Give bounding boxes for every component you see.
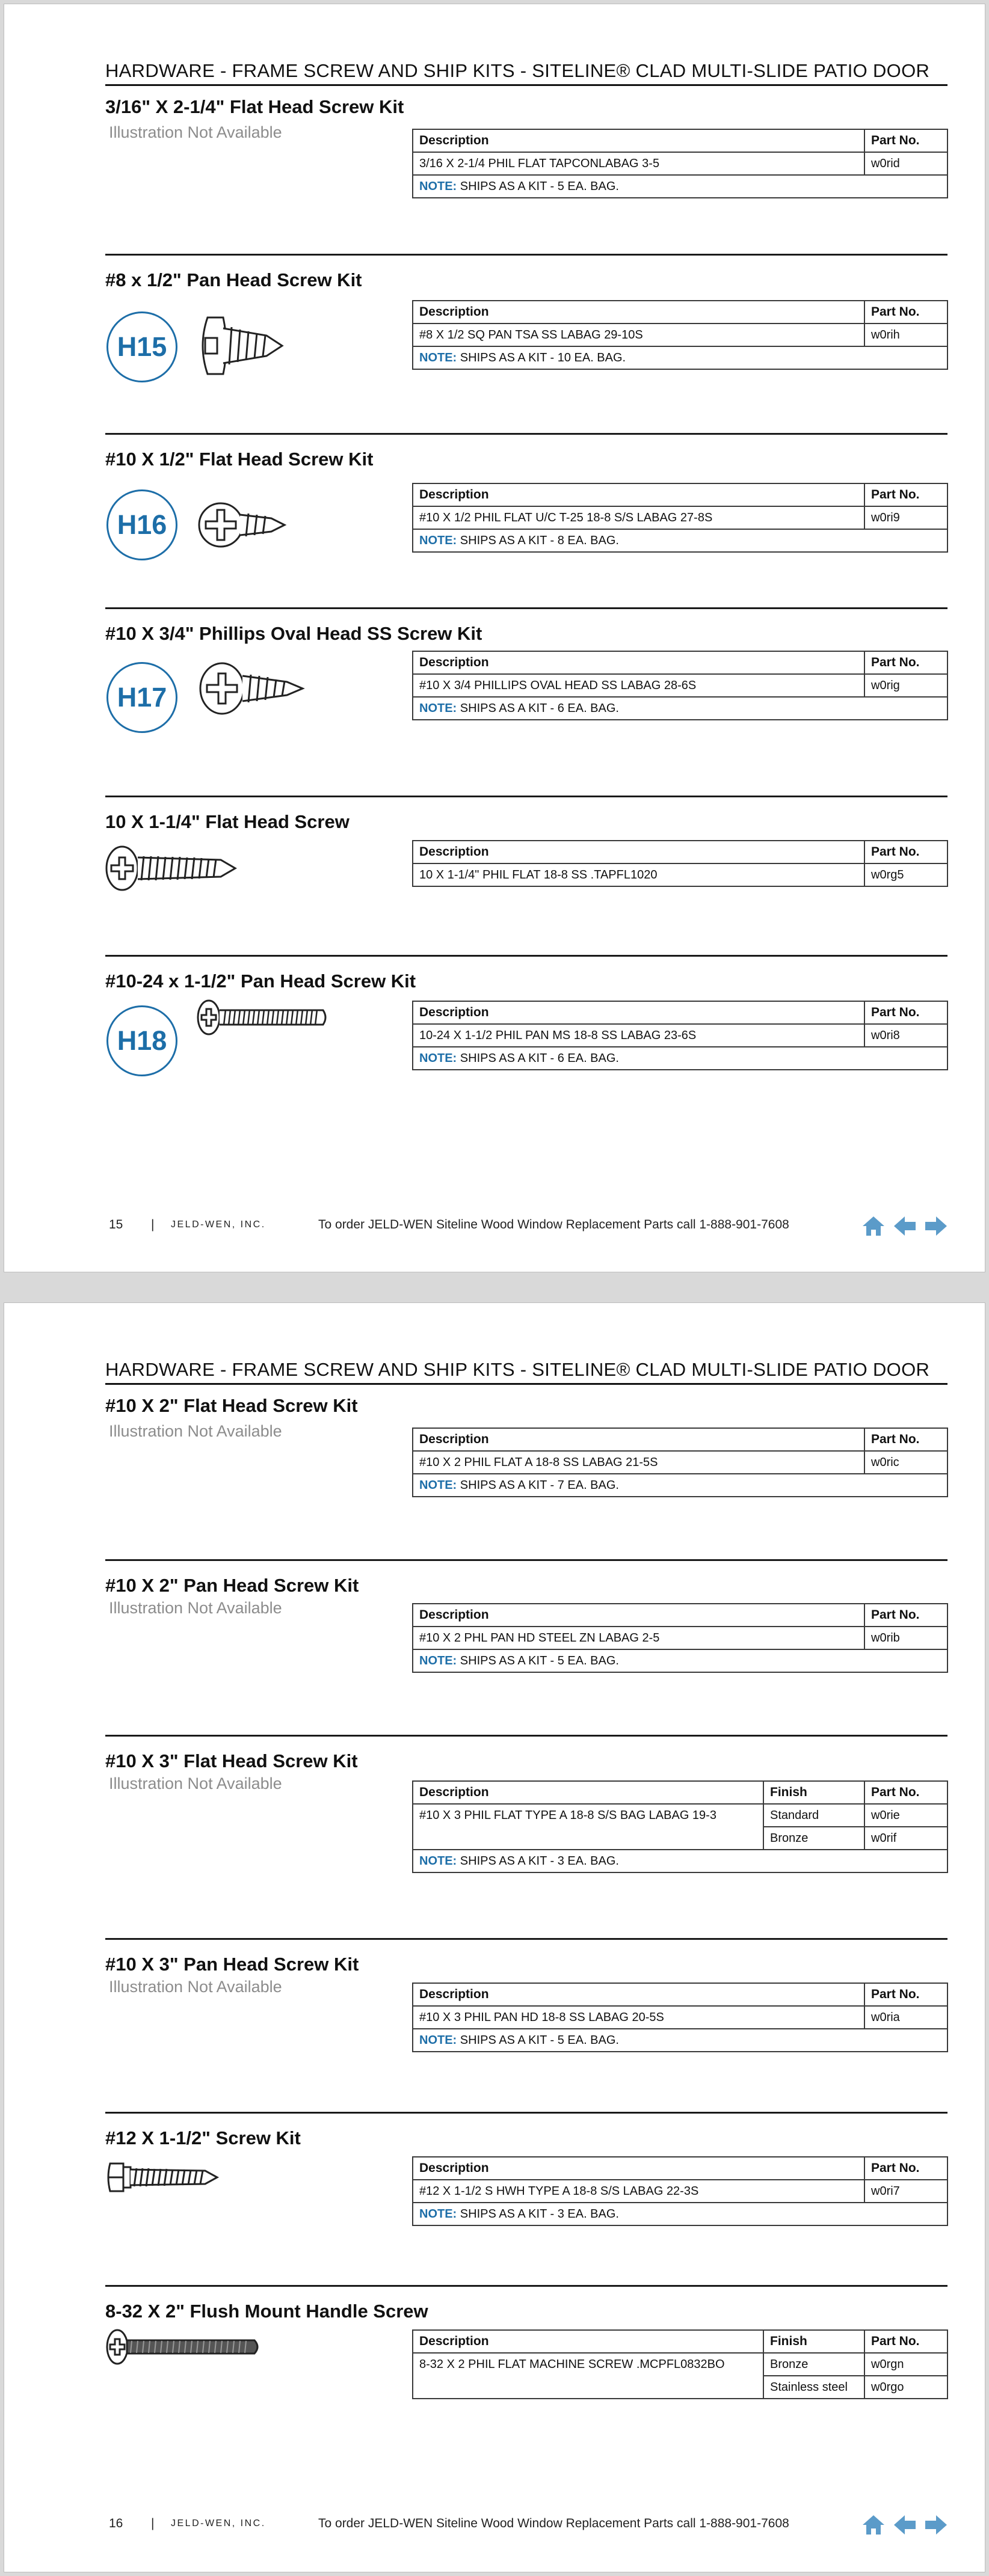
finish-header: Finish <box>763 2330 864 2353</box>
table-row <box>413 152 947 175</box>
note-text: SHIPS AS A KIT - 6 EA. BAG. <box>460 1051 619 1065</box>
description-header: Description <box>413 1604 864 1627</box>
section-rule <box>105 2112 947 2114</box>
part-no-cell: w0ri9 <box>864 506 947 529</box>
arrow-right-icon <box>924 2514 948 2536</box>
table-row <box>413 1627 947 1649</box>
description-cell: #12 X 1-1/2 S HWH TYPE A 18-8 S/S LABAG 22-3S <box>413 2180 864 2203</box>
note-label: NOTE: <box>419 1854 457 1868</box>
section-pan-head-10-24 <box>105 955 947 1065</box>
table-row <box>413 1804 947 1827</box>
arrow-left-icon <box>893 1215 917 1237</box>
part-badge-h17: H17 <box>106 662 177 733</box>
table-row <box>413 863 947 886</box>
part-badge-h16: H16 <box>106 489 177 560</box>
section-pan-head-8 <box>105 254 947 364</box>
description-cell: #10 X 2 PHL PAN HD STEEL ZN LABAG 2-5 <box>413 1627 864 1649</box>
home-button[interactable] <box>860 2513 887 2537</box>
note-text: SHIPS AS A KIT - 5 EA. BAG. <box>460 1654 619 1667</box>
part-no-cell: w0rib <box>864 1627 947 1649</box>
note-row <box>413 529 947 552</box>
section-title: 8-32 X 2" Flush Mount Handle Screw <box>105 2301 428 2322</box>
title-rule <box>105 84 947 86</box>
previous-page-button[interactable] <box>891 2513 919 2537</box>
note-text: SHIPS AS A KIT - 6 EA. BAG. <box>460 701 619 715</box>
section-title: #10 X 3" Flat Head Screw Kit <box>105 1750 358 1771</box>
section-title: #10 X 2" Pan Head Screw Kit <box>105 1575 359 1596</box>
parts-table <box>412 483 948 553</box>
part-no-header: Part No. <box>864 1604 947 1627</box>
finish-cell: Stainless steel <box>763 2376 864 2399</box>
company-name: JELD-WEN, INC. <box>171 2518 266 2528</box>
note-row <box>413 2203 947 2225</box>
part-no-cell: w0rgo <box>864 2376 947 2399</box>
phillips-flat-machine-screw-icon <box>105 2328 262 2366</box>
page-header <box>105 60 947 86</box>
section-title: #10 X 3" Pan Head Screw Kit <box>105 1954 359 1975</box>
part-no-header: Part No. <box>864 2157 947 2180</box>
description-cell: #8 X 1/2 SQ PAN TSA SS LABAG 29-10S <box>413 324 864 346</box>
note-text: SHIPS AS A KIT - 3 EA. BAG. <box>460 1854 619 1868</box>
description-cell-continued <box>413 2376 763 2399</box>
note-label: NOTE: <box>419 2033 457 2047</box>
section-title: #10 X 2" Flat Head Screw Kit <box>105 1395 358 1416</box>
page-number: 16 <box>109 2516 123 2530</box>
part-no-cell: w0rih <box>864 324 947 346</box>
section-flat-head-3-16 <box>105 96 947 193</box>
description-cell: 8-32 X 2 PHIL FLAT MACHINE SCREW .MCPFL0832BO <box>413 2353 763 2376</box>
table-row <box>413 2353 947 2376</box>
finish-cell: Standard <box>763 1804 864 1827</box>
part-no-header: Part No. <box>864 841 947 863</box>
part-no-cell: w0rig <box>864 674 947 697</box>
note-label: NOTE: <box>419 1478 457 1492</box>
note-text: SHIPS AS A KIT - 10 EA. BAG. <box>460 351 626 364</box>
part-no-header: Part No. <box>864 1001 947 1024</box>
description-header: Description <box>413 841 864 863</box>
note-text: SHIPS AS A KIT - 7 EA. BAG. <box>460 1478 619 1492</box>
page-navigation <box>860 2513 950 2537</box>
table-row <box>413 2376 947 2399</box>
illustration-not-available: Illustration Not Available <box>109 1422 282 1440</box>
parts-table <box>412 300 948 370</box>
description-cell: #10 X 3 PHIL PAN HD 18-8 SS LABAG 20-5S <box>413 2006 864 2029</box>
table-row <box>413 324 947 346</box>
section-flush-mount-handle-screw <box>105 2285 947 2394</box>
description-header: Description <box>413 1001 864 1024</box>
part-no-header: Part No. <box>864 1781 947 1804</box>
description-header: Description <box>413 129 864 152</box>
description-cell-continued <box>413 1827 763 1850</box>
title-rule <box>105 1383 947 1385</box>
note-row <box>413 346 947 369</box>
part-no-header: Part No. <box>864 2330 947 2353</box>
section-rule <box>105 955 947 957</box>
company-name: JELD-WEN, INC. <box>171 1219 266 1230</box>
finish-cell: Bronze <box>763 1827 864 1850</box>
part-no-cell: w0rie <box>864 1804 947 1827</box>
description-cell: 3/16 X 2-1/4 PHIL FLAT TAPCONLABAG 3-5 <box>413 152 864 175</box>
note-text: SHIPS AS A KIT - 5 EA. BAG. <box>460 2033 619 2047</box>
section-rule <box>105 1938 947 1940</box>
description-cell: #10 X 2 PHIL FLAT A 18-8 SS LABAG 21-5S <box>413 1451 864 1474</box>
parts-table <box>412 1780 948 1873</box>
section-title: 10 X 1-1/4" Flat Head Screw <box>105 811 350 832</box>
part-no-cell: w0ria <box>864 2006 947 2029</box>
section-rule <box>105 1559 947 1561</box>
note-label: NOTE: <box>419 1051 457 1065</box>
section-title: #10 X 3/4" Phillips Oval Head SS Screw Kit <box>105 623 482 644</box>
part-no-header: Part No. <box>864 483 947 506</box>
phillips-flat-head-long-screw-icon <box>105 843 238 894</box>
page-title: HARDWARE - FRAME SCREW AND SHIP KITS - SITELINE® CLAD MULTI-SLIDE PATIO DOOR <box>105 60 930 81</box>
previous-page-button[interactable] <box>891 1214 919 1238</box>
section-flat-head-10-2 <box>105 1394 947 1492</box>
note-row <box>413 175 947 198</box>
description-cell: 10-24 X 1-1/2 PHIL PAN MS 18-8 SS LABAG 23-6S <box>413 1024 864 1047</box>
section-rule <box>105 607 947 609</box>
description-header: Description <box>413 2157 864 2180</box>
part-no-cell: w0ric <box>864 1451 947 1474</box>
phillips-pan-head-machine-screw-icon <box>196 998 329 1037</box>
footer-separator: | <box>151 1218 155 1231</box>
note-row <box>413 1850 947 1872</box>
section-flat-head-10-half <box>105 433 947 547</box>
section-rule <box>105 1735 947 1737</box>
illustration-not-available: Illustration Not Available <box>109 1978 282 1996</box>
description-cell: #10 X 3/4 PHILLIPS OVAL HEAD SS LABAG 28-6S <box>413 674 864 697</box>
parts-table <box>412 1983 948 2052</box>
parts-table <box>412 1428 948 1497</box>
catalog-page-15 <box>4 4 985 1272</box>
description-header: Description <box>413 651 864 674</box>
phillips-oval-head-screw-icon <box>197 655 305 722</box>
table-row <box>413 1024 947 1047</box>
illustration-not-available: Illustration Not Available <box>109 1774 282 1792</box>
section-screw-12 <box>105 2112 947 2221</box>
home-icon <box>861 2514 886 2536</box>
part-badge-h15: H15 <box>106 311 177 382</box>
description-header: Description <box>413 2330 763 2353</box>
part-no-header: Part No. <box>864 1428 947 1451</box>
order-phone-text: To order JELD-WEN Siteline Wood Window Replacement Parts call 1-888-901-7608 <box>318 1218 789 1231</box>
phillips-flat-head-screw-icon <box>197 492 287 558</box>
page-footer <box>105 1214 947 1238</box>
table-row <box>413 2006 947 2029</box>
description-cell: #10 X 3 PHIL FLAT TYPE A 18-8 S/S BAG LABAG 19-3 <box>413 1804 763 1827</box>
next-page-button[interactable] <box>922 2513 950 2537</box>
section-rule <box>105 796 947 797</box>
parts-table <box>412 651 948 720</box>
footer-separator: | <box>151 2516 155 2530</box>
parts-table <box>412 2156 948 2226</box>
part-no-cell: w0rgn <box>864 2353 947 2376</box>
note-text: SHIPS AS A KIT - 8 EA. BAG. <box>460 533 619 547</box>
note-label: NOTE: <box>419 351 457 364</box>
description-header: Description <box>413 483 864 506</box>
home-button[interactable] <box>860 1214 887 1238</box>
square-drive-pan-head-screw-icon <box>194 314 285 378</box>
note-row <box>413 1649 947 1672</box>
section-title: #12 X 1-1/2" Screw Kit <box>105 2127 301 2148</box>
part-no-header: Part No. <box>864 1983 947 2006</box>
section-title: 3/16" X 2-1/4" Flat Head Screw Kit <box>105 96 404 117</box>
parts-table <box>412 840 948 887</box>
part-no-cell: w0rif <box>864 1827 947 1850</box>
section-flat-head-10-1-1-4 <box>105 796 947 882</box>
section-title: #8 x 1/2" Pan Head Screw Kit <box>105 269 362 290</box>
part-no-cell: w0ri7 <box>864 2180 947 2203</box>
part-badge-h18: H18 <box>106 1005 177 1076</box>
part-no-cell: w0ri8 <box>864 1024 947 1047</box>
parts-table <box>412 2329 948 2399</box>
part-no-header: Part No. <box>864 129 947 152</box>
note-text: SHIPS AS A KIT - 5 EA. BAG. <box>460 179 619 193</box>
section-pan-head-10-2 <box>105 1559 947 1667</box>
section-flat-head-10-3 <box>105 1735 947 1868</box>
part-no-cell: w0rid <box>864 152 947 175</box>
section-rule <box>105 2285 947 2287</box>
page-header <box>105 1358 947 1385</box>
table-row <box>413 2180 947 2203</box>
page-number: 15 <box>109 1218 123 1231</box>
section-title: #10-24 x 1-1/2" Pan Head Screw Kit <box>105 971 416 992</box>
note-label: NOTE: <box>419 1654 457 1667</box>
order-phone-text: To order JELD-WEN Siteline Wood Window Replacement Parts call 1-888-901-7608 <box>318 2516 789 2530</box>
note-row <box>413 1047 947 1070</box>
catalog-page-16 <box>4 1302 985 2572</box>
home-icon <box>861 1215 886 1237</box>
note-label: NOTE: <box>419 2207 457 2221</box>
section-oval-head-10 <box>105 607 947 715</box>
page-navigation <box>860 1214 950 1238</box>
note-row <box>413 2029 947 2052</box>
note-row <box>413 1474 947 1497</box>
description-header: Description <box>413 1781 763 1804</box>
page-title: HARDWARE - FRAME SCREW AND SHIP KITS - SITELINE® CLAD MULTI-SLIDE PATIO DOOR <box>105 1359 930 1380</box>
section-rule <box>105 254 947 256</box>
illustration-not-available: Illustration Not Available <box>109 1599 282 1617</box>
table-row <box>413 506 947 529</box>
table-row <box>413 1451 947 1474</box>
page-footer <box>105 2513 947 2537</box>
part-no-header: Part No. <box>864 651 947 674</box>
table-row <box>413 1827 947 1850</box>
note-label: NOTE: <box>419 533 457 547</box>
description-cell: 10 X 1-1/4" PHIL FLAT 18-8 SS .TAPFL1020 <box>413 863 864 886</box>
arrow-left-icon <box>893 2514 917 2536</box>
illustration-not-available: Illustration Not Available <box>109 123 282 141</box>
parts-table <box>412 1001 948 1070</box>
description-cell: #10 X 1/2 PHIL FLAT U/C T-25 18-8 S/S LABAG 27-8S <box>413 506 864 529</box>
section-pan-head-10-3 <box>105 1938 947 2047</box>
next-page-button[interactable] <box>922 1214 950 1238</box>
finish-cell: Bronze <box>763 2353 864 2376</box>
arrow-right-icon <box>924 1215 948 1237</box>
finish-header: Finish <box>763 1781 864 1804</box>
note-label: NOTE: <box>419 179 457 193</box>
note-row <box>413 697 947 720</box>
parts-table <box>412 129 948 198</box>
part-no-cell: w0rg5 <box>864 863 947 886</box>
note-text: SHIPS AS A KIT - 3 EA. BAG. <box>460 2207 619 2221</box>
parts-table <box>412 1603 948 1673</box>
description-header: Description <box>413 1428 864 1451</box>
part-no-header: Part No. <box>864 301 947 324</box>
table-row <box>413 674 947 697</box>
description-header: Description <box>413 301 864 324</box>
section-rule <box>105 433 947 435</box>
note-label: NOTE: <box>419 701 457 715</box>
description-header: Description <box>413 1983 864 2006</box>
slotted-hex-washer-head-screw-icon <box>105 2160 220 2195</box>
section-title: #10 X 1/2" Flat Head Screw Kit <box>105 449 374 470</box>
